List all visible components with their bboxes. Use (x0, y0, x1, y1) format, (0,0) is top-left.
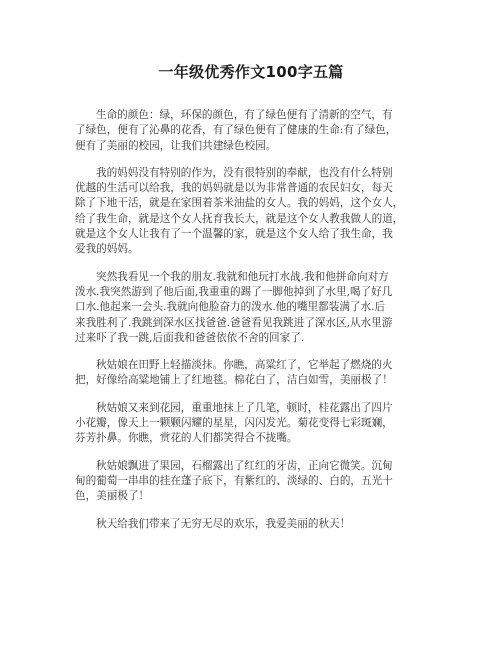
paragraph-line: 秋姑娘飘进了果园，石榴露出了红红的牙齿，正向它微笑。沉甸 (96, 459, 393, 472)
paragraph-line: 爱我的妈妈。 (75, 243, 139, 256)
paragraph-line: 就是这个女人让我有了一个温馨的家，就是这个女人给了我生命，我 (75, 228, 393, 241)
paragraph-line: 除了下地干活，就是在家围着茶米油盐的女人。我的妈妈，这个女人， (75, 197, 404, 210)
document-body (75, 108, 430, 544)
paragraph-line: 便有了美丽的校园，让我们共建绿色校园。 (75, 139, 277, 152)
paragraph-line: 给了我生命，就是这个女人抚育我长大，就是这个女人教我做人的道， (75, 212, 404, 225)
paragraph-autumn-garden (75, 401, 430, 447)
paragraph-love-autumn (75, 517, 430, 532)
paragraph-line: 了绿色，便有了沁鼻的花香，有了绿色便有了健康的生命:有了绿色， (75, 124, 397, 137)
paragraph-green-color (75, 108, 430, 154)
paragraph-line: 生命的颜色：绿，环保的颜色，有了绿色便有了清新的空气，有 (96, 109, 393, 121)
paragraph-line: 突然我看见一个我的朋友.我就和他玩打水战.我和他拼命向对方 (96, 270, 389, 283)
paragraph-autumn-orchard (75, 459, 430, 505)
paragraph-line: 过来吓了我一跳,后面我和爸爸依依不舍的回家了. (75, 331, 305, 344)
paragraph-line: 小花瓣，像天上一颗颗闪耀的星星，闪闪发光。菊花变得七彩斑斓， (75, 417, 393, 430)
paragraph-line: 来我胜利了.我跳到深水区找爸爸.爸爸看见我跳进了深水区,从水里游 (75, 316, 393, 329)
paragraph-water-fight (75, 270, 430, 346)
paragraph-line: 优越的生活可以给我，我的妈妈就是以为非常普通的农民妇女，每天 (75, 182, 393, 195)
paragraph-line: 秋姑娘在田野上轻描淡抹。你瞧，高粱红了，它举起了燃烧的火 (96, 359, 393, 372)
paragraph-line: 甸的葡萄一串串的挂在蓬子底下，有紫红的、淡绿的、白的，五光十 (75, 474, 393, 487)
paragraph-line: 口水.他起来一会头.我就向他脸奋力的泼水.他的嘴里都装满了水.后 (75, 301, 386, 314)
paragraph-my-mother (75, 166, 430, 258)
document-title: 一年级优秀作文100字五篇 (158, 63, 344, 81)
paragraph-line: 我的妈妈没有特别的作为，没有很特别的奉献，也没有什么特别 (96, 166, 393, 179)
paragraph-line: 色，美丽极了！ (75, 490, 150, 503)
paragraph-line: 秋姑娘又来到花园，重重地抹上了几笔，顿时，桂花露出了四片 (96, 401, 393, 414)
paragraph-line: 秋天给我们带来了无穷无尽的欢乐，我爱美丽的秋天！ (96, 517, 351, 530)
paragraph-line: 把，好像给高粱地铺上了红地毯。棉花白了，洁白如雪，美丽极了！ (75, 374, 393, 387)
paragraph-line: 芬芳扑鼻。你瞧，赏花的人们都笑得合不拢嘴。 (75, 432, 298, 445)
paragraph-autumn-fields (75, 358, 430, 389)
paragraph-line: 泼水.我突然游到了他后面,我重重的踢了一脚他掉到了水里,喝了好几 (75, 285, 393, 298)
